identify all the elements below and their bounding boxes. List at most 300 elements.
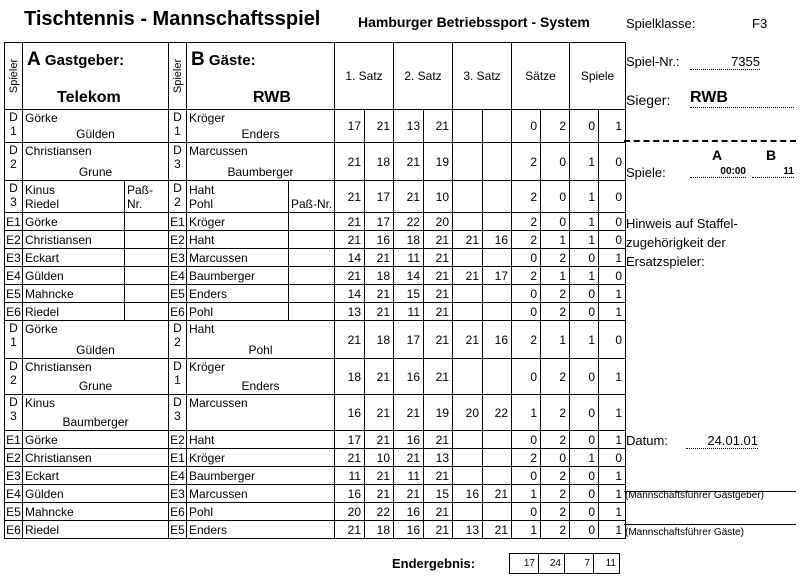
spiele-value: 0 [570,431,599,449]
satz-score [483,110,512,143]
satz-score [453,110,483,143]
b-player-name: Pohl [187,503,335,521]
satz-score: 18 [335,359,365,395]
b-player1: Haht [189,183,215,197]
b-code-number: 2 [174,195,181,209]
satz-score: 14 [335,249,365,267]
a-player-name: Görke [23,213,125,231]
b-player-name: Enders [187,285,289,303]
satz-score: 15 [424,485,453,503]
saetze-value: 2 [541,485,570,503]
saetze-value: 2 [512,181,541,213]
satz-score: 21 [424,503,453,521]
saetze-value: 2 [541,285,570,303]
b-player2: Pohl [189,197,214,211]
saetze-value: 0 [512,303,541,321]
satz-score: 21 [335,213,365,231]
team-b-header: B Gäste: RWB [187,43,335,110]
satz-score: 21 [335,181,365,213]
a-pass-cell [125,267,169,285]
b-player-code: E4 [170,468,185,483]
page-subtitle: Hamburger Betriebssport - System [358,14,590,30]
satz-score: 21 [424,231,453,249]
b-player1: Marcussen [189,144,248,158]
b-code-letter: D [173,359,182,373]
satz-score: 21 [335,449,365,467]
a-player-name: Eckart [23,467,169,485]
spiele-value: 0 [570,521,599,539]
a-pass-nr [125,181,169,213]
satz-score: 10 [365,449,394,467]
satz-score [483,359,512,395]
satz-score: 17 [483,267,512,285]
b-player-code [169,110,187,143]
b-player-code: E4 [170,268,185,283]
b-player-name: Haht [187,231,289,249]
satz-score: 21 [365,485,394,503]
satz-score: 19 [424,395,453,431]
satz-score [453,503,483,521]
a-player-code: E3 [6,468,21,483]
b-player-code: E3 [170,250,185,265]
satz-score: 14 [394,267,424,285]
saetze-value: 0 [512,431,541,449]
a-player-name: Mahncke [23,503,169,521]
pass-label: Paß-Nr. [291,197,333,211]
spiele-value: 0 [599,181,626,213]
b-player-code: E5 [170,286,185,301]
singles-row [5,285,626,303]
doubles-row [5,181,626,213]
satz-score: 16 [394,503,424,521]
spieler-header-a: Spieler [5,43,23,110]
satz-score: 16 [453,485,483,503]
saetze-value: 2 [541,521,570,539]
b-pass-cell [289,303,335,321]
spiele-value: 0 [570,395,599,431]
a-player-code: E1 [6,432,21,447]
b-player-name: Baumberger [187,467,335,485]
a-players [23,181,125,213]
a-player-name: Gülden [23,267,125,285]
satz-score: 13 [335,303,365,321]
a-player-code [5,321,23,359]
satz-score: 21 [424,321,453,359]
satz-score: 21 [424,303,453,321]
satz-score: 21 [394,485,424,503]
satz-score: 16 [394,431,424,449]
spiele-value: 1 [570,231,599,249]
a-player-code: E2 [6,232,21,247]
spiele-value: 1 [599,521,626,539]
b-player-code: E2 [170,432,185,447]
a-player1: Görke [25,111,58,125]
saetze-value: 1 [512,485,541,503]
satz-score: 21 [394,449,424,467]
a-player-code [5,110,23,143]
a-players [23,321,169,359]
col-b-label: B [766,147,777,163]
a-code-number: 2 [10,157,17,171]
doubles-row [5,359,626,395]
spiele-value: 0 [599,231,626,249]
saetze-value: 0 [512,110,541,143]
b-pass-cell [289,285,335,303]
spiele-value: 1 [570,321,599,359]
satz-score: 21 [424,359,453,395]
satz-score: 16 [483,321,512,359]
col-a-label: A [712,147,723,163]
datum-label: Datum: [626,433,668,448]
satz-score: 18 [365,143,394,181]
b-code-number: 1 [174,373,181,387]
satz-score: 21 [365,303,394,321]
singles-row [5,267,626,285]
b-code-letter: D [173,181,182,195]
saetze-value: 0 [512,249,541,267]
satz2-header: 2. Satz [394,43,453,110]
b-player-code: E1 [170,450,185,465]
final-spiele-b: 11 [594,554,620,574]
sieger-value: RWB [690,89,794,108]
saetze-value: 0 [541,213,570,231]
spiele-value: 0 [599,143,626,181]
b-player1: Haht [189,322,215,336]
spiele-value: 0 [599,267,626,285]
singles-row [5,467,626,485]
satz1-header: 1. Satz [335,43,394,110]
saetze-value: 0 [512,467,541,485]
satz-score: 21 [483,521,512,539]
satz-score: 21 [453,231,483,249]
spiele-value: 1 [599,303,626,321]
b-player-code [169,181,187,213]
b-player-code: E5 [170,522,185,537]
b-players [187,359,335,395]
b-player-name: Pohl [187,303,289,321]
saetze-value: 0 [541,143,570,181]
saetze-header: Sätze [512,43,570,110]
satz-score [453,467,483,485]
satz-score: 18 [365,521,394,539]
a-player-code: E3 [6,250,21,265]
a-player1: Christiansen [25,144,92,158]
b-players [187,181,289,213]
page-title: Tischtennis - Mannschaftsspiel [24,8,321,30]
satz-score: 20 [424,213,453,231]
a-player-name: Christiansen [23,231,125,249]
b-code-number: 3 [174,409,181,423]
spieler-header-b: Spieler [169,43,187,110]
a-code-letter: D [9,143,18,157]
spiele-value: 0 [570,285,599,303]
mf-gaeste-label: (Mannschaftsführer Gäste) [625,527,744,538]
satz-score: 21 [424,467,453,485]
b-player2: Pohl [248,343,273,357]
b-player-code: E1 [170,214,185,229]
saetze-value: 2 [541,503,570,521]
satz-score: 18 [365,267,394,285]
b-player-code [169,395,187,431]
satz-score: 22 [394,213,424,231]
satz-score [483,213,512,231]
satz3-header: 3. Satz [453,43,512,110]
saetze-value: 2 [541,431,570,449]
a-code-letter: D [9,359,18,373]
satz-score: 17 [365,213,394,231]
satz-score [483,431,512,449]
final-spiele-a: 7 [565,554,594,574]
b-code-number: 1 [174,124,181,138]
satz-score [453,449,483,467]
spielnr-label: Spiel-Nr.: [626,54,680,69]
saetze-value: 2 [541,249,570,267]
satz-score: 13 [424,449,453,467]
b-code-letter: D [173,321,182,335]
b-player-code [169,143,187,181]
satz-score: 20 [335,503,365,521]
spiele-value: 1 [570,181,599,213]
a-player2: Grune [78,379,113,393]
spiele-value: 1 [599,503,626,521]
a-players [23,395,169,431]
spiele-value: 0 [570,485,599,503]
a-pass-cell [125,303,169,321]
saetze-value: 0 [541,181,570,213]
b-code-number: 2 [174,335,181,349]
a-player-code [5,181,23,213]
singles-row [5,449,626,467]
singles-row [5,521,626,539]
sieger-label: Sieger: [626,92,671,108]
b-player-name: Marcussen [187,249,289,267]
saetze-value: 1 [512,521,541,539]
final-saetze-a: 17 [510,554,539,574]
pass-label: Paß-Nr. [127,183,154,211]
b-player-code: E6 [170,304,185,319]
a-players [23,110,169,143]
a-pass-cell [125,249,169,267]
satz-score: 21 [424,249,453,267]
spiele-b-value: 11 [752,166,794,178]
doubles-row [5,110,626,143]
satz-score: 21 [365,431,394,449]
a-players [23,143,169,181]
mf-gastgeber-label: (Mannschaftsführer Gastgeber) [625,490,764,501]
saetze-value: 2 [541,467,570,485]
satz-score: 21 [365,110,394,143]
b-pass-cell [289,213,335,231]
spiele-value: 1 [599,431,626,449]
b-code-letter: D [173,395,182,409]
satz-score: 16 [335,395,365,431]
saetze-value: 2 [541,303,570,321]
satz-score: 17 [335,431,365,449]
spiele-value: 0 [570,110,599,143]
b-player-code: E6 [170,504,185,519]
b-players [187,395,335,431]
spiele-value: 1 [599,395,626,431]
satz-score: 21 [335,321,365,359]
satz-score: 17 [365,181,394,213]
satz-score [483,449,512,467]
satz-score: 21 [365,395,394,431]
a-code-number: 3 [10,409,17,423]
saetze-value: 2 [512,267,541,285]
spiele-value: 1 [570,267,599,285]
doubles-row [5,395,626,431]
satz-score: 21 [365,285,394,303]
satz-score: 21 [365,249,394,267]
b-players [187,321,335,359]
satz-score: 21 [335,231,365,249]
datum-value: 24.01.01 [686,433,758,449]
satz-score: 19 [424,143,453,181]
team-a-header: A Gastgeber: Telekom [23,43,169,110]
satz-score: 11 [394,249,424,267]
satz-score: 16 [394,521,424,539]
endergebnis-table [509,553,620,574]
spiele-value: 0 [570,467,599,485]
a-player-code: E6 [6,522,21,537]
satz-score: 16 [483,231,512,249]
singles-row [5,213,626,231]
a-player2: Gülden [76,343,115,357]
a-pass-cell [125,213,169,231]
a-code-number: 1 [10,124,17,138]
satz-score [453,359,483,395]
saetze-value: 1 [512,395,541,431]
spiele-value: 0 [599,213,626,231]
a-player-name: Görke [23,431,169,449]
a-code-letter: D [9,181,18,195]
spiele-a-value: 00:00 [690,166,746,178]
saetze-value: 2 [512,231,541,249]
a-player-code [5,359,23,395]
saetze-value: 2 [512,143,541,181]
singles-row [5,503,626,521]
a-code-letter: D [9,110,18,124]
satz-score: 18 [365,321,394,359]
b-pass-cell [289,249,335,267]
saetze-value: 0 [512,503,541,521]
a-code-number: 3 [10,195,17,209]
satz-score: 17 [335,110,365,143]
satz-score: 14 [335,285,365,303]
a-player-code: E2 [6,450,21,465]
spielklasse-value: F3 [752,16,768,31]
b-player2: Baumberger [227,165,294,179]
satz-score [453,181,483,213]
spiele-value: 0 [599,449,626,467]
satz-score: 21 [483,485,512,503]
b-player-code [169,359,187,395]
satz-score: 11 [335,467,365,485]
b-player1: Kröger [189,111,226,125]
a-player-code: E5 [6,504,21,519]
b-player-name: Baumberger [187,267,289,285]
spiele-value: 0 [599,321,626,359]
a-player-code: E6 [6,304,21,319]
dashed-divider [624,140,796,142]
b-pass-nr [289,181,335,213]
b-player-name: Marcussen [187,485,335,503]
b-player-name: Kröger [187,213,289,231]
satz-score: 20 [453,395,483,431]
a-player-code: E5 [6,286,21,301]
satz-score: 21 [365,467,394,485]
a-player-code: E4 [6,486,21,501]
b-player-name: Haht [187,431,335,449]
a-player2: Riedel [25,197,60,211]
doubles-row [5,321,626,359]
satz-score: 21 [453,321,483,359]
b-code-letter: D [173,110,182,124]
a-player1: Christiansen [25,360,92,374]
singles-row [5,485,626,503]
satz-score: 21 [424,285,453,303]
satz-score: 21 [424,521,453,539]
team-b-name: RWB [253,89,291,106]
spiele-value: 1 [599,249,626,267]
singles-row [5,303,626,321]
satz-score: 21 [394,181,424,213]
satz-score [483,181,512,213]
spiele-value: 1 [599,467,626,485]
spiele-value: 1 [570,449,599,467]
satz-score: 10 [424,181,453,213]
satz-score: 21 [424,431,453,449]
spiele-value: 1 [599,110,626,143]
satz-score: 16 [394,359,424,395]
satz-score: 21 [424,267,453,285]
spiele-value: 0 [570,249,599,267]
saetze-value: 0 [512,285,541,303]
satz-score: 21 [335,521,365,539]
a-code-letter: D [9,395,18,409]
saetze-value: 2 [541,395,570,431]
a-player-code [5,395,23,431]
satz-score: 21 [394,143,424,181]
satz-score: 18 [394,231,424,249]
b-player-code: E2 [170,232,185,247]
spiele-label: Spiele: [626,165,666,180]
signature-line-gaeste [624,524,796,525]
a-player-name: Riedel [23,303,125,321]
b-player2: Enders [241,127,280,141]
final-saetze-b: 24 [539,554,565,574]
a-player1: Görke [25,322,58,336]
singles-row [5,249,626,267]
score-sheet [4,42,626,539]
b-pass-cell [289,267,335,285]
a-players [23,359,169,395]
spiele-value: 0 [570,503,599,521]
a-player2: Grune [78,165,113,179]
saetze-value: 0 [512,359,541,395]
b-player2: Enders [241,379,280,393]
a-player2: Baumberger [62,415,129,429]
spiele-value: 1 [599,359,626,395]
b-code-letter: D [173,143,182,157]
satz-score [483,303,512,321]
satz-score [483,249,512,267]
satz-score: 21 [394,395,424,431]
saetze-value: 1 [541,267,570,285]
a-player-name: Eckart [23,249,125,267]
satz-score: 21 [335,267,365,285]
a-player1: Kinus [25,396,56,410]
